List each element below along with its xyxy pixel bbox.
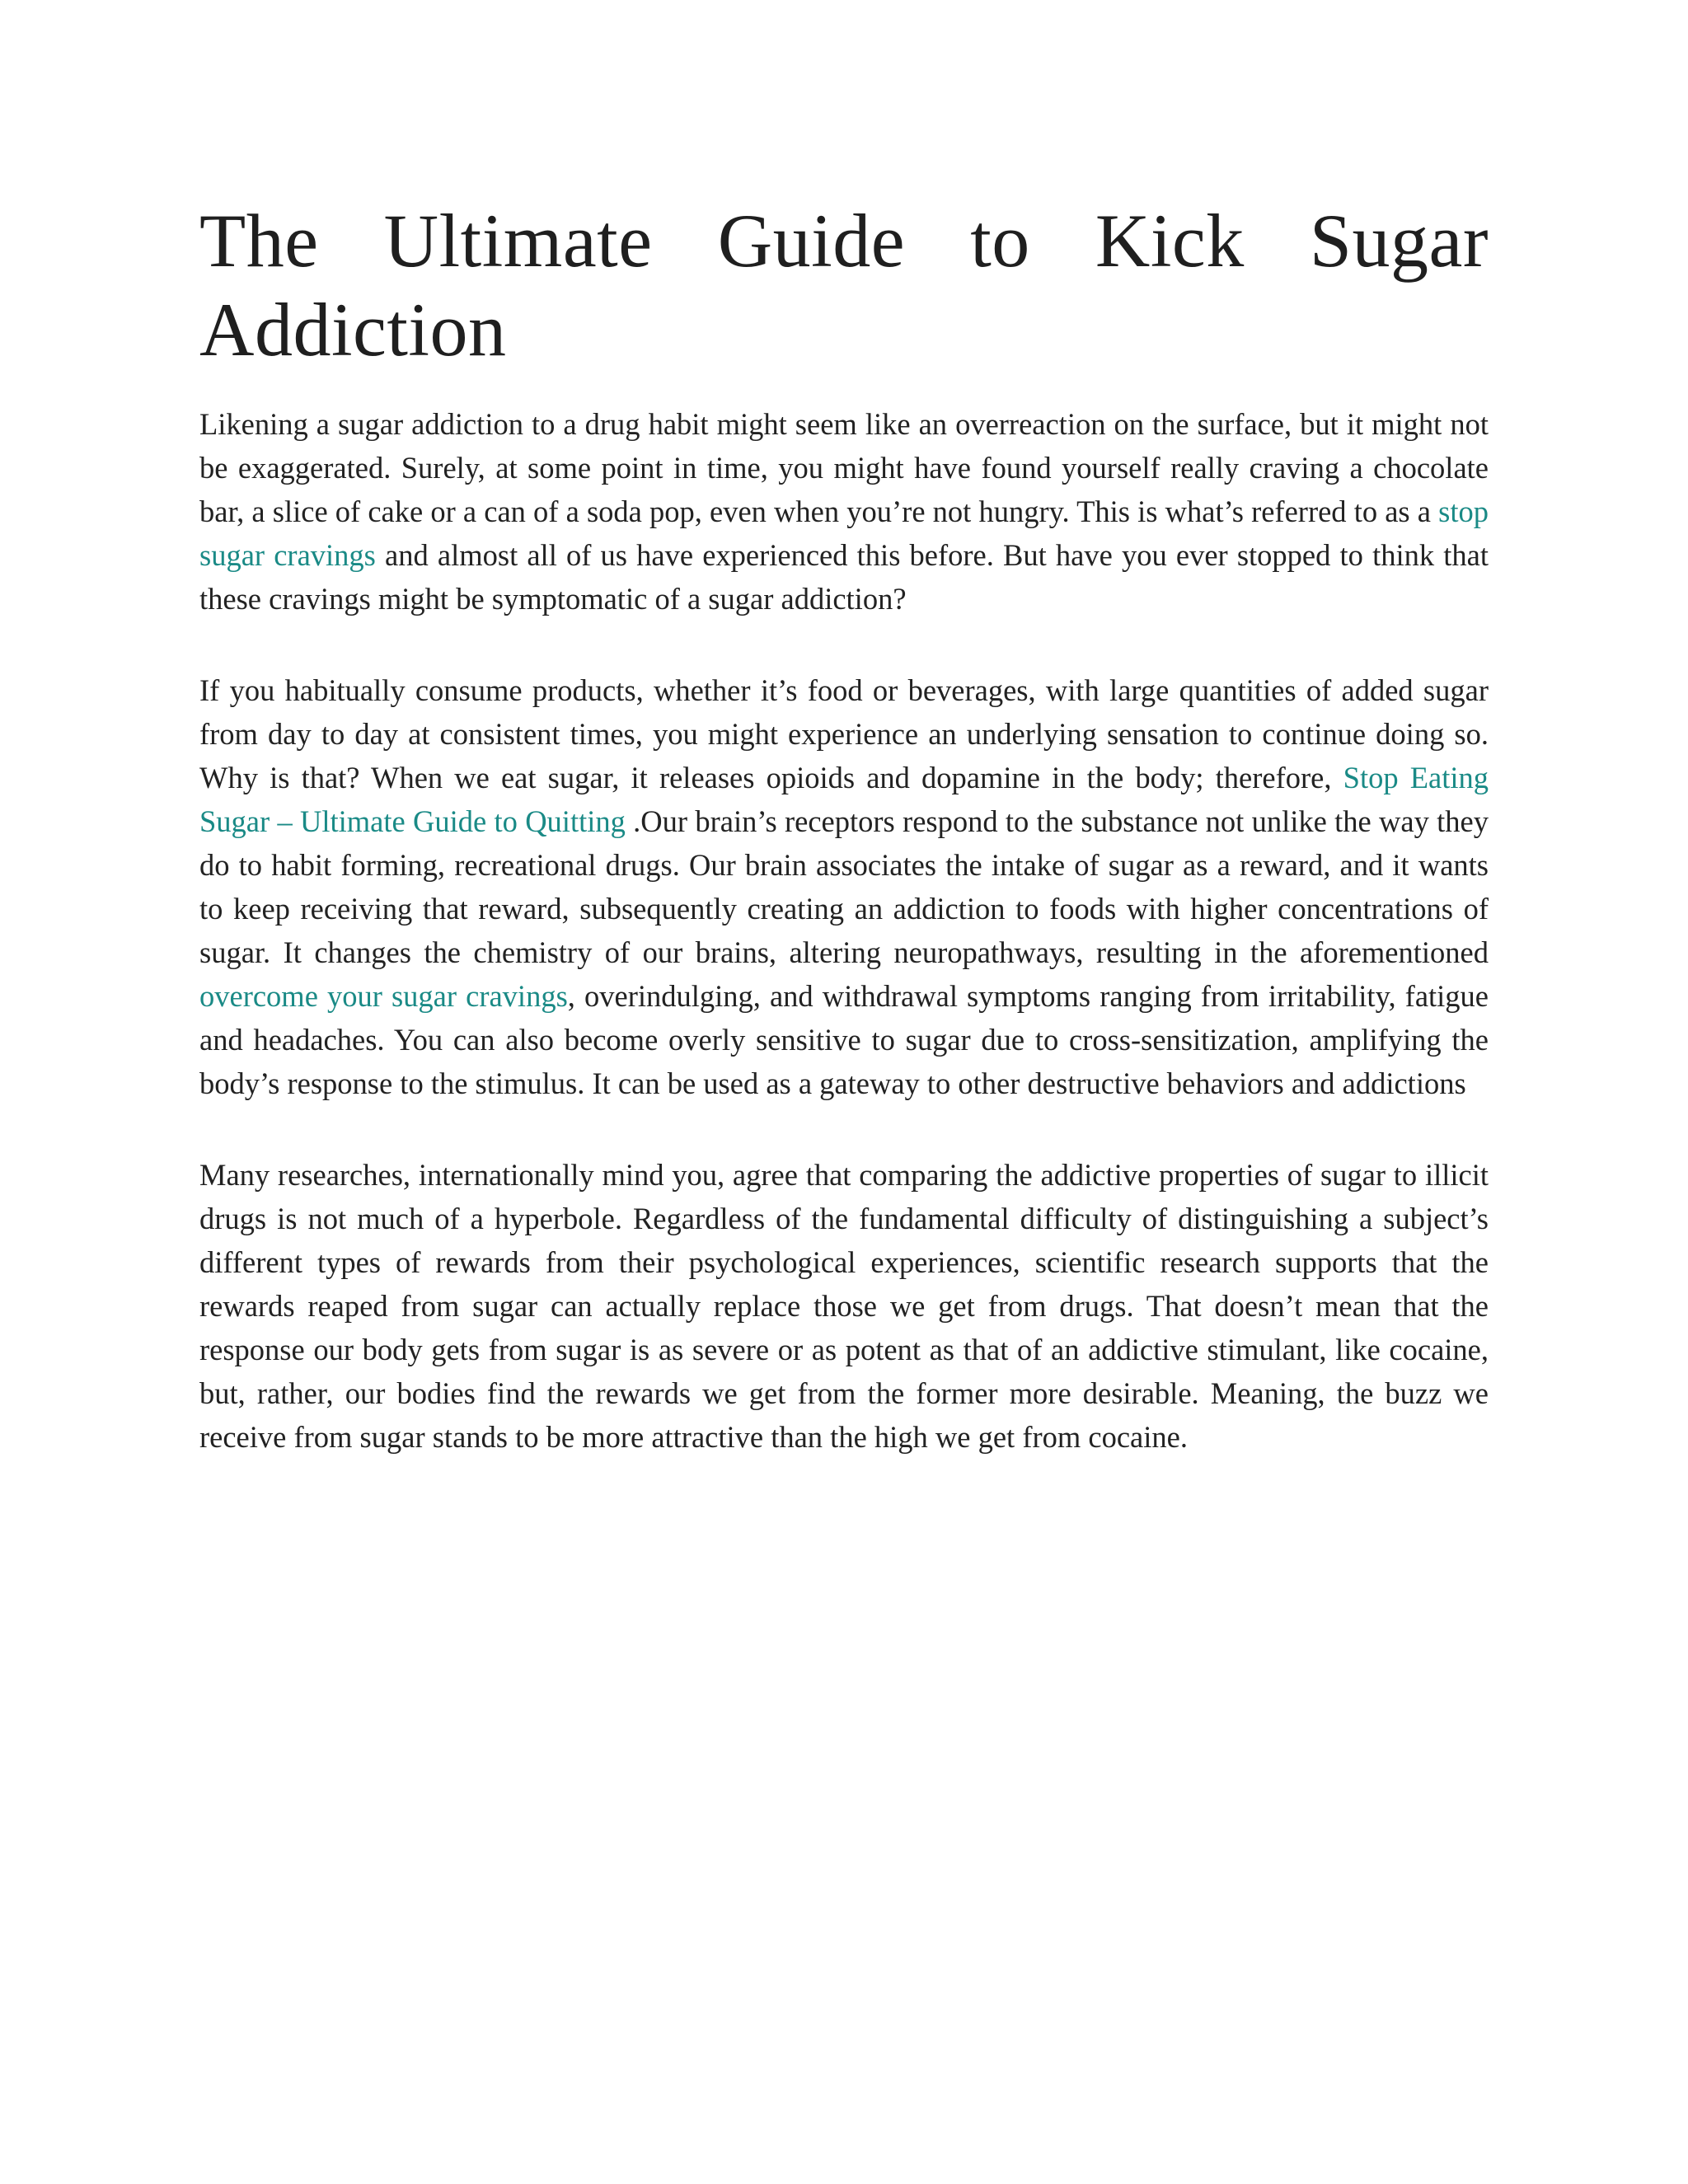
paragraph-1-text-before: Likening a sugar addiction to a drug habit might seem like an overreaction on the surface, but it might not be exaggerated. Surely, at some point in time, you might have found yourself really craving a chocolate bar, a slice of cake or a can of a soda pop, even when you’re not hungry. This is what’s referred to as a [199, 407, 1489, 528]
document-page [199, 196, 1489, 1459]
page-title [199, 196, 1489, 374]
title-line-2: Addiction [199, 288, 507, 372]
paragraph-2-text-middle: .Our brain’s receptors respond to the substance not unlike the way they do to habit forming, recreational drugs. Our brain associates the intake of sugar as a reward, and it wants to keep receiving that reward, subsequently creating an addiction to foods with higher concentrations of sugar. It changes the chemistry of our brains, altering neuropathways, resulting in the aforementioned [199, 804, 1489, 969]
overcome-sugar-cravings-link[interactable]: overcome your sugar cravings [199, 979, 568, 1013]
paragraph-2 [199, 668, 1489, 1105]
paragraph-2-text-after: , overindulging, and withdrawal symptoms ranging from irritability, fatigue and headaches. You can also become overly sensitive to sugar due to cross-sensitization, amplifying the body’s response to the stimulus. It can be used as a gateway to other destructive behaviors and addictions [199, 979, 1489, 1100]
stop-sugar-cravings-link[interactable]: stop sugar cravings [199, 494, 1489, 572]
paragraph-3-text: Many researches, internationally mind you, agree that comparing the addictive properties of sugar to illicit drugs is not much of a hyperbole. Regardless of the fundamental difficulty of distinguishing a subject’s different types of rewards from their psychological experiences, scientific research supports that the rewards reaped from sugar can actually replace those we get from drugs. That doesn’t mean that the response our body gets from sugar is as severe or as potent as that of an addictive stimulant, like cocaine, but, rather, our bodies find the rewards we get from the former more desirable. Meaning, the buzz we receive from sugar stands to be more attractive than the high we get from cocaine. [199, 1158, 1489, 1454]
title-line-1: The Ultimate Guide to Kick Sugar [199, 199, 1489, 283]
paragraph-2-text-before: If you habitually consume products, whether it’s food or beverages, with large quantities of added sugar from day to day at consistent times, you might experience an underlying sensation to continue doing so. Why is that? When we eat sugar, it releases opioids and dopamine in the body; therefore, [199, 673, 1489, 794]
paragraph-3 [199, 1153, 1489, 1459]
paragraph-1-text-after: and almost all of us have experienced this before. But have you ever stopped to think that these cravings might be symptomatic of a sugar addiction? [199, 538, 1489, 616]
paragraph-1 [199, 402, 1489, 621]
stop-eating-sugar-guide-link[interactable]: Stop Eating Sugar – Ultimate Guide to Quitting [199, 761, 1489, 838]
